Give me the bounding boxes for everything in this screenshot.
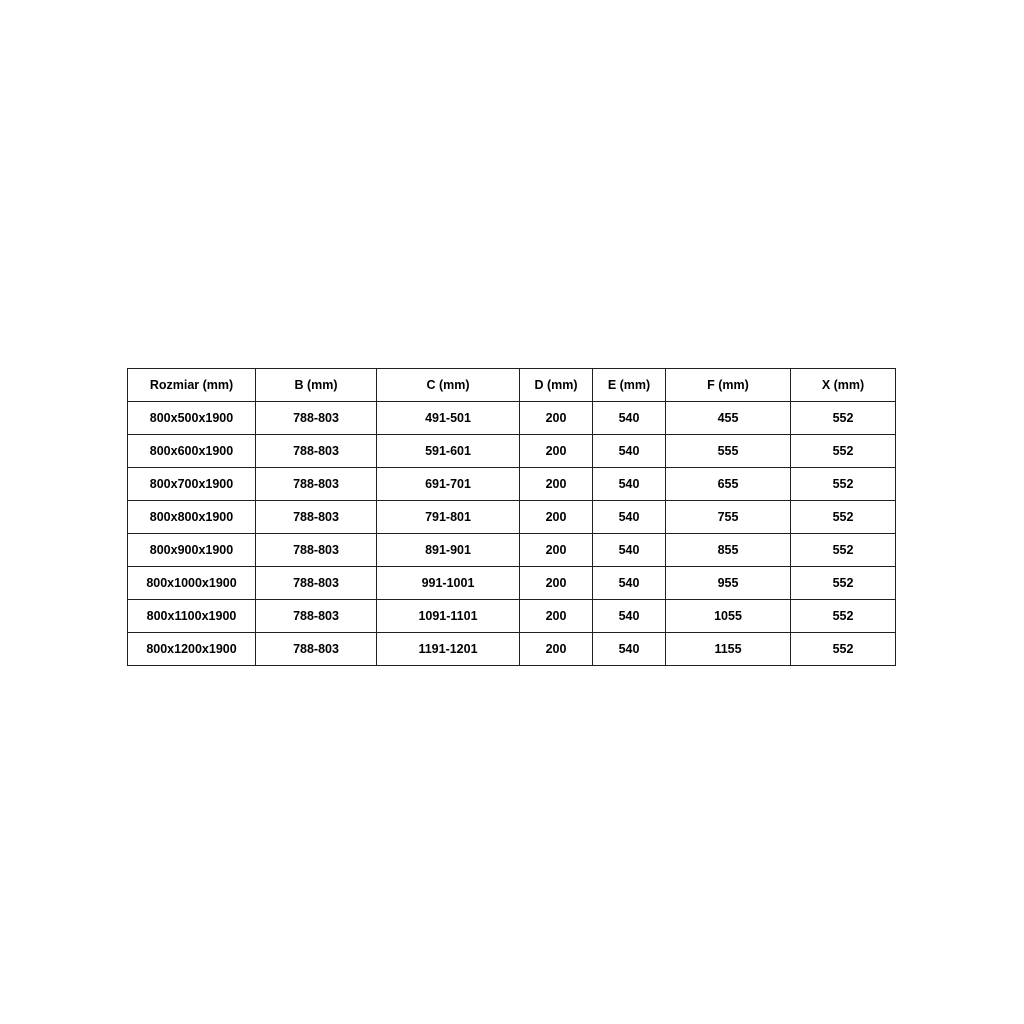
cell-c: 1191-1201: [377, 633, 520, 666]
cell-d: 200: [520, 468, 593, 501]
cell-d: 200: [520, 567, 593, 600]
cell-c: 991-1001: [377, 567, 520, 600]
cell-x: 552: [791, 501, 896, 534]
cell-f: 655: [666, 468, 791, 501]
cell-x: 552: [791, 435, 896, 468]
cell-d: 200: [520, 600, 593, 633]
cell-f: 455: [666, 402, 791, 435]
cell-b: 788-803: [256, 501, 377, 534]
table-header-row: [128, 369, 896, 402]
cell-x: 552: [791, 468, 896, 501]
cell-rozmiar: 800x1100x1900: [128, 600, 256, 633]
cell-c: 1091-1101: [377, 600, 520, 633]
table-row: [128, 534, 896, 567]
cell-x: 552: [791, 402, 896, 435]
table-row: [128, 501, 896, 534]
cell-rozmiar: 800x800x1900: [128, 501, 256, 534]
cell-d: 200: [520, 501, 593, 534]
cell-b: 788-803: [256, 633, 377, 666]
cell-b: 788-803: [256, 435, 377, 468]
column-header-d: D (mm): [520, 369, 593, 402]
cell-b: 788-803: [256, 600, 377, 633]
table-row: [128, 567, 896, 600]
cell-x: 552: [791, 567, 896, 600]
cell-e: 540: [593, 534, 666, 567]
cell-rozmiar: 800x900x1900: [128, 534, 256, 567]
cell-x: 552: [791, 534, 896, 567]
table-row: [128, 402, 896, 435]
column-header-e: E (mm): [593, 369, 666, 402]
column-header-c: C (mm): [377, 369, 520, 402]
cell-b: 788-803: [256, 567, 377, 600]
cell-rozmiar: 800x600x1900: [128, 435, 256, 468]
cell-e: 540: [593, 468, 666, 501]
cell-rozmiar: 800x500x1900: [128, 402, 256, 435]
cell-e: 540: [593, 402, 666, 435]
cell-e: 540: [593, 435, 666, 468]
cell-d: 200: [520, 633, 593, 666]
table-row: [128, 600, 896, 633]
table-row: [128, 468, 896, 501]
cell-b: 788-803: [256, 468, 377, 501]
cell-e: 540: [593, 600, 666, 633]
cell-f: 1155: [666, 633, 791, 666]
cell-rozmiar: 800x1000x1900: [128, 567, 256, 600]
cell-x: 552: [791, 600, 896, 633]
cell-d: 200: [520, 435, 593, 468]
cell-b: 788-803: [256, 534, 377, 567]
cell-f: 855: [666, 534, 791, 567]
table-body: [128, 402, 896, 666]
specification-table: [127, 368, 896, 666]
cell-d: 200: [520, 402, 593, 435]
table-header: [128, 369, 896, 402]
column-header-x: X (mm): [791, 369, 896, 402]
cell-c: 491-501: [377, 402, 520, 435]
cell-x: 552: [791, 633, 896, 666]
column-header-b: B (mm): [256, 369, 377, 402]
cell-f: 1055: [666, 600, 791, 633]
table-row: [128, 435, 896, 468]
specification-table-container: [127, 368, 895, 666]
cell-c: 691-701: [377, 468, 520, 501]
table-row: [128, 633, 896, 666]
cell-e: 540: [593, 567, 666, 600]
cell-f: 555: [666, 435, 791, 468]
cell-c: 591-601: [377, 435, 520, 468]
column-header-rozmiar: Rozmiar (mm): [128, 369, 256, 402]
cell-b: 788-803: [256, 402, 377, 435]
cell-rozmiar: 800x700x1900: [128, 468, 256, 501]
cell-e: 540: [593, 501, 666, 534]
column-header-f: F (mm): [666, 369, 791, 402]
cell-d: 200: [520, 534, 593, 567]
cell-c: 791-801: [377, 501, 520, 534]
cell-f: 955: [666, 567, 791, 600]
cell-rozmiar: 800x1200x1900: [128, 633, 256, 666]
cell-e: 540: [593, 633, 666, 666]
cell-f: 755: [666, 501, 791, 534]
cell-c: 891-901: [377, 534, 520, 567]
